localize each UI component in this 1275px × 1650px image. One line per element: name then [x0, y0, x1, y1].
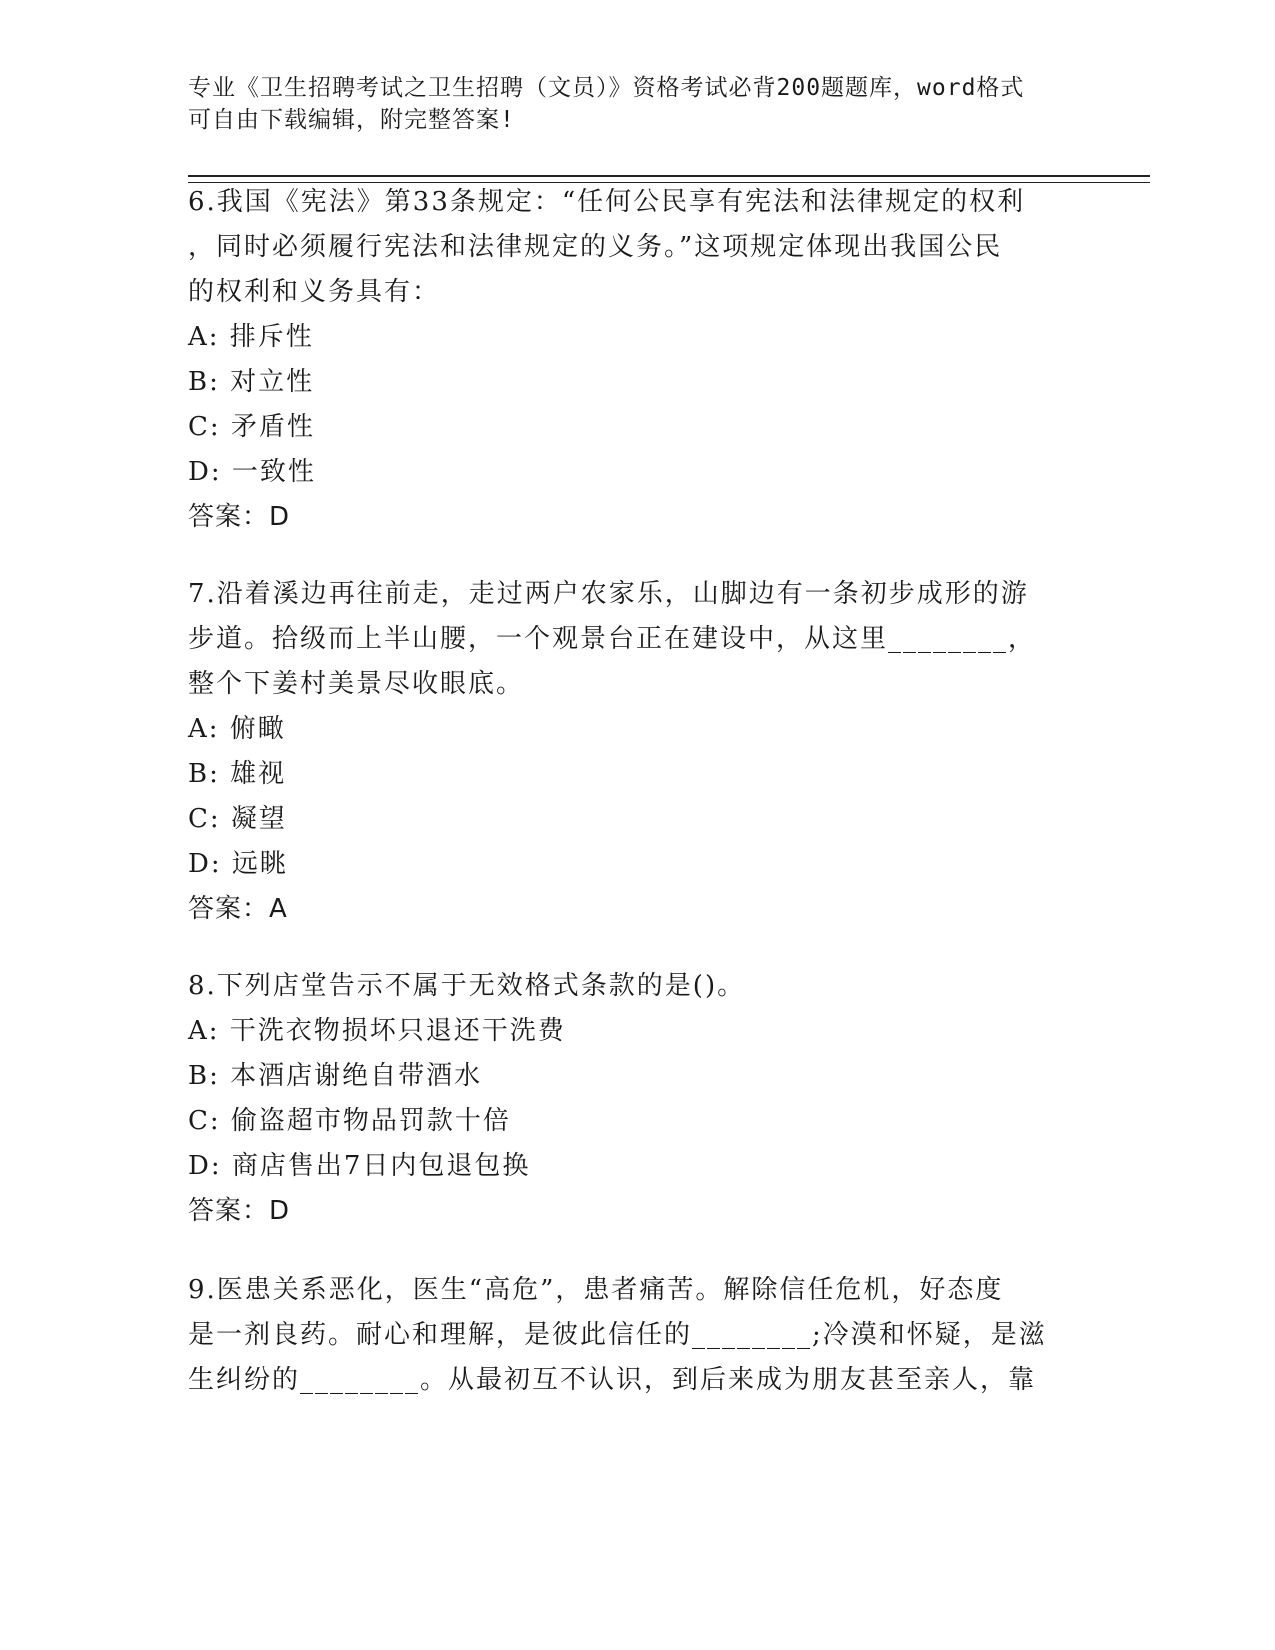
option-b: B: 对立性 [188, 367, 315, 397]
question-stem-line: ，同时必须履行宪法和法律规定的义务。”这项规定体现出我国公民 [188, 232, 1003, 262]
option-d: D: 远眺 [188, 849, 288, 879]
header-title-line-1: 专业《卫生招聘考试之卫生招聘（文员）》资格考试必背200题题库，word格式 [188, 75, 1025, 101]
option-b: B: 雄视 [188, 759, 287, 789]
document-header [188, 72, 1088, 136]
answer-line: 答案：D [188, 502, 291, 532]
question-stem-line: 是一剂良药。耐心和理解，是彼此信任的________;冷漠和怀疑，是滋 [188, 1320, 1047, 1350]
option-a: A: 干洗衣物损坏只退还干洗费 [188, 1016, 566, 1046]
question-stem-line: 7.沿着溪边再往前走，走过两户农家乐，山脚边有一条初步成形的游 [188, 579, 1029, 609]
answer-line: 答案：D [188, 1196, 291, 1226]
option-a: A: 俯瞰 [188, 714, 286, 744]
header-title-line-2: 可自由下载编辑，附完整答案! [188, 107, 515, 133]
question-stem-line: 步道。拾级而上半山腰，一个观景台正在建设中，从这里________， [188, 624, 1037, 654]
option-c: C: 偷盗超市物品罚款十倍 [188, 1106, 511, 1136]
question-8 [188, 964, 1088, 1234]
option-c: C: 矛盾性 [188, 412, 315, 442]
option-d: D: 一致性 [188, 457, 316, 487]
question-6 [188, 180, 1088, 540]
question-stem-line: 9.医患关系恶化，医生“高危”，患者痛苦。解除信任危机，好态度 [188, 1275, 1004, 1305]
question-stem-line: 生纠纷的________。从最初互不认识，到后来成为朋友甚至亲人，靠 [188, 1365, 1037, 1395]
question-9 [188, 1268, 1088, 1403]
option-b: B: 本酒店谢绝自带酒水 [188, 1061, 483, 1091]
question-stem-line: 的权利和义务具有： [188, 277, 441, 307]
question-stem-line: 8.下列店堂告示不属于无效格式条款的是()。 [188, 971, 746, 1001]
option-c: C: 凝望 [188, 804, 287, 834]
option-d: D: 商店售出7日内包退包换 [188, 1151, 531, 1181]
option-a: A: 排斥性 [188, 322, 314, 352]
header-divider-thick [188, 175, 1150, 177]
question-7 [188, 572, 1088, 932]
question-stem-line: 整个下姜村美景尽收眼底。 [188, 669, 525, 699]
answer-line: 答案：A [188, 894, 288, 924]
question-stem-line: 6.我国《宪法》第33条规定：“任何公民享有宪法和法律规定的权利 [188, 187, 1026, 217]
